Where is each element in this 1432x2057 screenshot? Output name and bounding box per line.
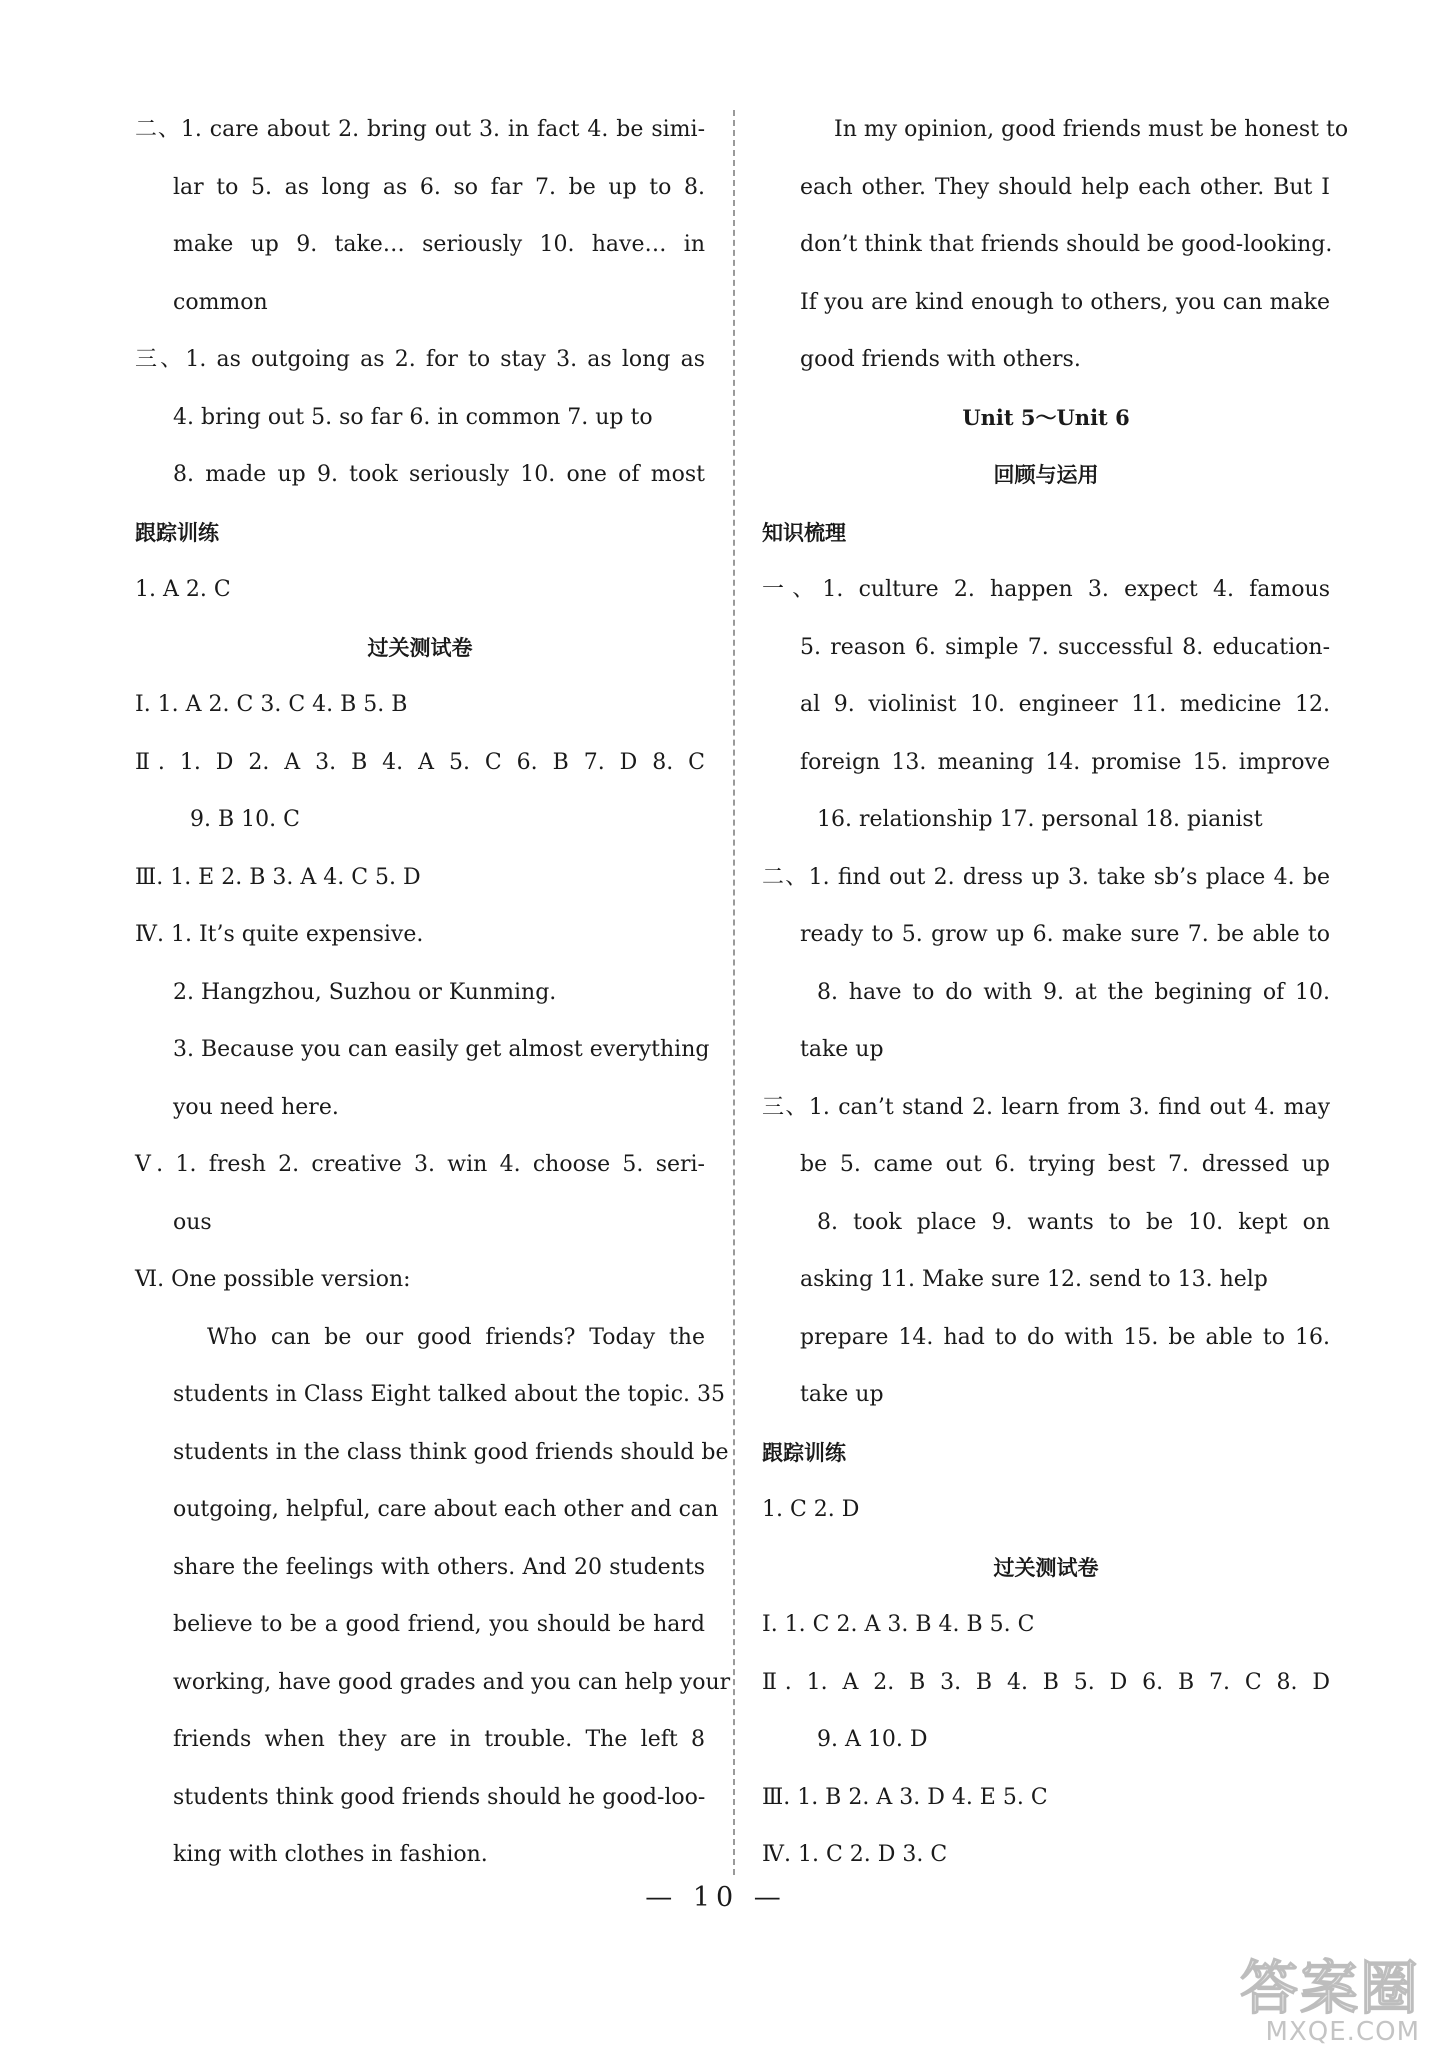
answer-line: Ⅰ. 1. A 2. C 3. C 4. B 5. B (135, 692, 408, 717)
answer-line: 5. reason 6. simple 7. successful 8. education- (800, 634, 1330, 660)
essay-line: working, have good grades and you can help your (173, 1669, 731, 1695)
watermark-title: 答案圈 (1239, 1954, 1420, 2022)
left-column (135, 110, 731, 1893)
unit-title: Unit 5～Unit 6 (962, 404, 1130, 430)
answer-line: 二、1. find out 2. dress up 3. take sb’s place 4. be (762, 864, 1330, 890)
watermark-logo (1239, 1954, 1420, 2047)
answer-line: 8. made up 9. took seriously 10. one of most (173, 462, 705, 487)
answer-line: Ⅲ. 1. E 2. B 3. A 4. C 5. D (135, 864, 421, 890)
answer-line: 三、1. can’t stand 2. learn from 3. find out 4. may (762, 1094, 1330, 1120)
answer-line: Ⅱ. 1. D 2. A 3. B 4. A 5. C 6. B 7. D 8. C (135, 749, 705, 775)
essay-line: Who can be our good friends? Today the (207, 1324, 705, 1350)
section-title: 过关测试卷 (993, 1555, 1099, 1580)
section-title: 回顾与运用 (993, 463, 1099, 487)
answer-line: prepare 14. had to do with 15. be able to 16. (800, 1324, 1330, 1350)
essay-line: don’t think that friends should be good-looking. (800, 232, 1333, 257)
answer-line: common (173, 289, 268, 315)
answer-line: you need here. (173, 1094, 339, 1120)
essay-line: In my opinion, good friends must be honest to (834, 117, 1349, 142)
answer-line: make up 9. take… seriously 10. have… in (173, 232, 705, 257)
answer-line: 二、1. care about 2. bring out 3. in fact 4. be simi- (135, 117, 705, 142)
answer-line: Ⅱ. 1. A 2. B 3. B 4. B 5. D 6. B 7. C 8. D (762, 1669, 1330, 1695)
answer-line: 1. C 2. D (762, 1497, 860, 1522)
page-number: — 10 — (645, 1882, 787, 1913)
answer-line: asking 11. Make sure 12. send to 13. help (800, 1267, 1268, 1292)
essay-line: each other. They should help each other. But I (800, 174, 1330, 200)
answer-line: 8. have to do with 9. at the begining of 10. (817, 979, 1330, 1005)
section-heading: 跟踪训练 (762, 1440, 846, 1465)
answer-line: Ⅵ. One possible version: (135, 1267, 411, 1292)
essay-line: believe to be a good friend, you should be hard (173, 1612, 705, 1637)
answer-line: ready to 5. grow up 6. make sure 7. be able to (800, 922, 1330, 947)
section-title: 过关测试卷 (367, 635, 473, 660)
answer-line: Ⅴ. 1. fresh 2. creative 3. win 4. choose 5. seri- (135, 1152, 705, 1177)
section-heading: 跟踪训练 (135, 520, 219, 545)
essay-line: good friends with others. (800, 347, 1081, 372)
answer-line: 一、1. culture 2. happen 3. expect 4. famous (762, 577, 1330, 602)
answer-line: Ⅳ. 1. C 2. D 3. C (762, 1842, 948, 1867)
answer-line: al 9. violinist 10. engineer 11. medicine 12. (800, 692, 1330, 717)
answer-line: Ⅰ. 1. C 2. A 3. B 4. B 5. C (762, 1612, 1035, 1637)
answer-line: Ⅲ. 1. B 2. A 3. D 4. E 5. C (762, 1784, 1048, 1810)
answer-line: lar to 5. as long as 6. so far 7. be up to 8. (173, 174, 705, 200)
answer-line: take up (800, 1382, 884, 1407)
right-column (762, 110, 1349, 1893)
answer-line: 2. Hangzhou, Suzhou or Kunming. (173, 979, 557, 1005)
answer-line: 4. bring out 5. so far 6. in common 7. up to (173, 404, 653, 430)
answer-line: 8. took place 9. wants to be 10. kept on (817, 1209, 1330, 1235)
essay-line: share the feelings with others. And 20 students (173, 1554, 705, 1580)
answer-line: Ⅳ. 1. It’s quite expensive. (135, 922, 424, 947)
essay-line: king with clothes in fashion. (173, 1842, 488, 1867)
essay-line: students in Class Eight talked about the topic. 35 (173, 1382, 726, 1407)
answer-line: take up (800, 1037, 884, 1062)
essay-line: friends when they are in trouble. The left 8 (173, 1727, 705, 1752)
essay-line: students think good friends should he good-loo- (173, 1784, 706, 1810)
answer-line: 1. A 2. C (135, 577, 231, 602)
answer-line: 三、1. as outgoing as 2. for to stay 3. as long as (135, 347, 705, 372)
answer-line: ous (173, 1209, 212, 1235)
essay-line: outgoing, helpful, care about each other and can (173, 1497, 719, 1522)
section-heading: 知识梳理 (762, 520, 846, 545)
watermark-url: MXQE.COM (1265, 2017, 1420, 2047)
answer-line: 9. A 10. D (817, 1727, 928, 1752)
essay-line: students in the class think good friends should be (173, 1439, 729, 1465)
answer-line: be 5. came out 6. trying best 7. dressed up (800, 1152, 1330, 1177)
answer-line: 16. relationship 17. personal 18. pianist (817, 807, 1263, 832)
column-divider (733, 110, 735, 1875)
answer-line: 9. B 10. C (190, 807, 300, 832)
essay-line: If you are kind enough to others, you can make (800, 289, 1330, 315)
answer-line: 3. Because you can easily get almost everything (173, 1037, 710, 1062)
answer-line: foreign 13. meaning 14. promise 15. improve (800, 749, 1330, 775)
